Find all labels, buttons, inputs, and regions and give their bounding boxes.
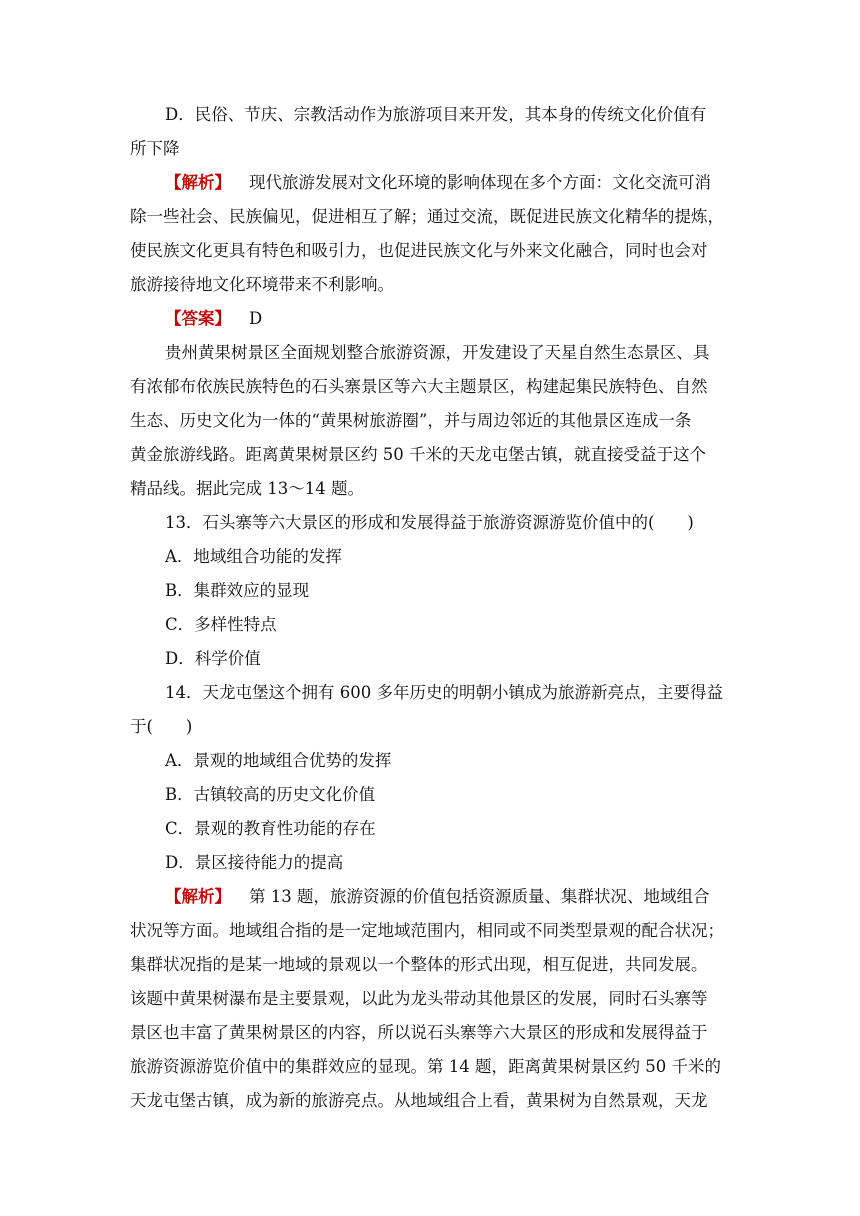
q14-option-b: B．古镇较高的历史文化价值 [165, 785, 376, 804]
analysis-tag: 【解析】 [165, 173, 231, 192]
passage-line-3: 生态、历史文化为一体的“黄果树旅游圈”，并与周边邻近的其他景区连成一条 [130, 411, 692, 430]
q14-option-a: A．景观的地域组合优势的发挥 [165, 751, 392, 770]
analysis-tag-2: 【解析】 [165, 887, 231, 906]
q12-option-d-line-2: 所下降 [130, 139, 180, 158]
analysis-1-line-3: 使民族文化更具有特色和吸引力，也促进民族文化与外来文化融合，同时也会对 [130, 241, 708, 260]
passage-line-1: 贵州黄果树景区全面规划整合旅游资源，开发建设了天星自然生态景区、具 [165, 343, 710, 362]
analysis-1-line-2: 除一些社会、民族偏见，促进相互了解；通过交流，既促进民族文化精华的提炼， [130, 207, 724, 226]
analysis-2-line-7: 天龙屯堡古镇，成为新的旅游亮点。从地域组合上看，黄果树为自然景观，天龙 [130, 1091, 708, 1110]
answer-line [165, 309, 730, 329]
analysis-2-line-5: 景区也丰富了黄果树景区的内容，所以说石头寨等六大景区的形成和发展得益于 [130, 1023, 708, 1042]
analysis-2-line-3: 集群状况指的是某一地域的景观以一个整体的形式出现，相互促进，共同发展。 [130, 955, 708, 974]
q13-option-c: C．多样性特点 [165, 615, 277, 634]
q14-stem-line-2: 于( ) [130, 717, 193, 736]
q14-stem-line-1: 14．天龙屯堡这个拥有 600 多年历史的明朝小镇成为旅游新亮点，主要得益 [165, 683, 723, 702]
analysis-1-line-4: 旅游接待地文化环境带来不利影响。 [130, 275, 394, 294]
analysis-2-text: 第 13 题，旅游资源的价值包括资源质量、集群状况、地域组合 [249, 887, 710, 906]
q12-option-d-line-1: D．民俗、节庆、宗教活动作为旅游项目来开发，其本身的传统文化价值有 [165, 105, 707, 124]
passage-line-4: 黄金旅游线路。距离黄果树景区约 50 千米的天龙屯堡古镇，就直接受益于这个 [130, 445, 706, 464]
q13-option-b: B．集群效应的显现 [165, 581, 310, 600]
q13-option-a: A．地域组合功能的发挥 [165, 547, 342, 566]
answer-tag: 【答案】 [165, 309, 231, 328]
q14-option-c: C．景观的教育性功能的存在 [165, 819, 376, 838]
analysis-2-line-2: 状况等方面。地域组合指的是一定地域范围内，相同或不同类型景观的配合状况； [130, 921, 724, 940]
analysis-2-line-6: 旅游资源游览价值中的集群效应的显现。第 14 题，距离黄果树景区约 50 千米的 [130, 1057, 721, 1076]
q13-option-d: D．科学价值 [165, 649, 261, 668]
answer-value: D [249, 309, 263, 328]
passage-line-5: 精品线。据此完成 13～14 题。 [130, 479, 364, 498]
q13-stem: 13．石头寨等六大景区的形成和发展得益于旅游资源游览价值中的( ) [165, 513, 694, 532]
passage-line-2: 有浓郁布依族民族特色的石头寨景区等六大主题景区，构建起集民族特色、自然 [130, 377, 708, 396]
analysis-1-text: 现代旅游发展对文化环境的影响体现在多个方面：文化交流可消 [249, 173, 711, 192]
q14-option-d: D．景区接待能力的提高 [165, 853, 344, 872]
analysis-2-line-4: 该题中黄果树瀑布是主要景观，以此为龙头带动其他景区的发展，同时石头寨等 [130, 989, 708, 1008]
analysis-2-line-1 [165, 887, 730, 907]
analysis-1-line-1 [165, 173, 730, 193]
